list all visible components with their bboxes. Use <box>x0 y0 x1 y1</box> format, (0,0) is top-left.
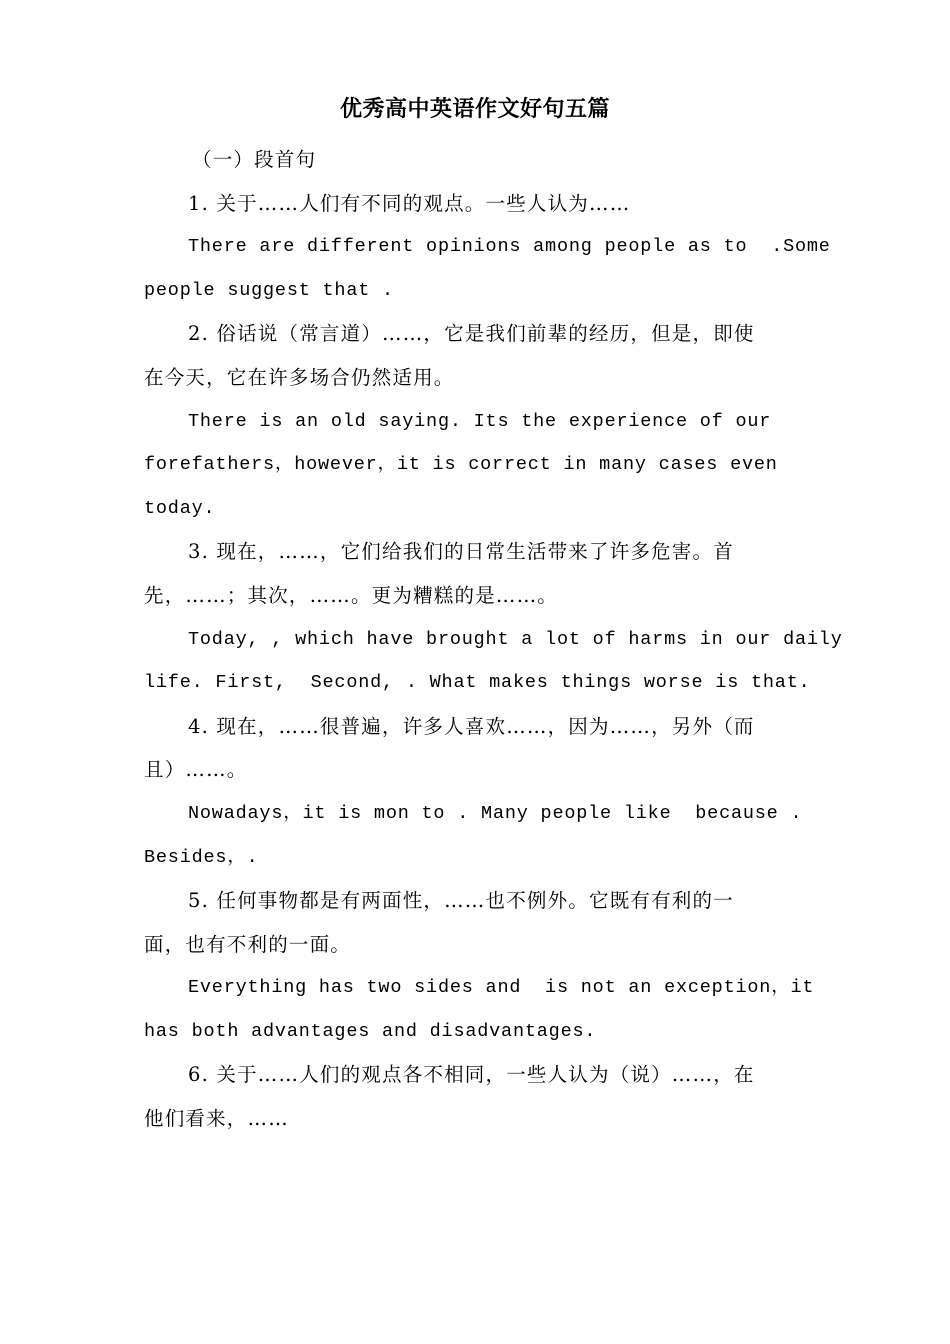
sentence-4-chinese: 4. 现在，……很普遍，许多人喜欢……，因为……，另外（而 <box>188 714 755 738</box>
sentence-4-chinese-cont: 且）……。 <box>144 758 248 782</box>
sentence-5-chinese-cont: 面，也有不利的一面。 <box>144 932 352 956</box>
sentence-4-english: Nowadays，it is mon to . Many people like because . <box>188 802 803 824</box>
sentence-1-english: There are different opinions among people as to .Some <box>188 236 831 258</box>
sentence-4-english-cont: Besides，. <box>144 846 259 868</box>
document-body <box>144 138 843 1141</box>
sentence-3-chinese: 3. 现在，……，它们给我们的日常生活带来了许多危害。首 <box>188 540 734 564</box>
sentence-5-english: Everything has two sides and is not an exception，it <box>188 977 815 999</box>
sentence-1-english-cont: people suggest that . <box>144 279 394 301</box>
sentence-6-chinese: 6. 关于……人们的观点各不相同，一些人认为（说）……，在 <box>188 1063 755 1087</box>
sentence-2-english-cont-2: today. <box>144 497 216 519</box>
sentence-2-chinese-cont: 在今天，它在许多场合仍然适用。 <box>144 365 455 389</box>
document-title: 优秀高中英语作文好句五篇 <box>339 96 610 122</box>
sentence-5-english-cont: has both advantages and disadvantages. <box>144 1020 597 1042</box>
sentence-1-chinese: 1. 关于……人们有不同的观点。一些人认为…… <box>188 191 631 215</box>
sentence-5-chinese: 5. 任何事物都是有两面性，……也不例外。它既有有利的一 <box>188 889 734 913</box>
sentence-2-english-cont: forefathers，however，it is correct in many cases even <box>144 454 778 476</box>
sentence-3-english: Today, , which have brought a lot of harms in our daily <box>188 628 843 650</box>
sentence-2-chinese: 2. 俗话说（常言道）……，它是我们前辈的经历，但是，即使 <box>188 322 755 346</box>
sentence-6-chinese-cont: 他们看来，…… <box>144 1107 289 1131</box>
section-heading: （一）段首句 <box>192 148 317 171</box>
sentence-3-english-cont: life. First, Second, . What makes things worse is that. <box>144 672 811 694</box>
sentence-3-chinese-cont: 先，……；其次，……。更为糟糕的是……。 <box>144 583 559 607</box>
sentence-2-english: There is an old saying. Its the experience of our <box>188 410 772 432</box>
